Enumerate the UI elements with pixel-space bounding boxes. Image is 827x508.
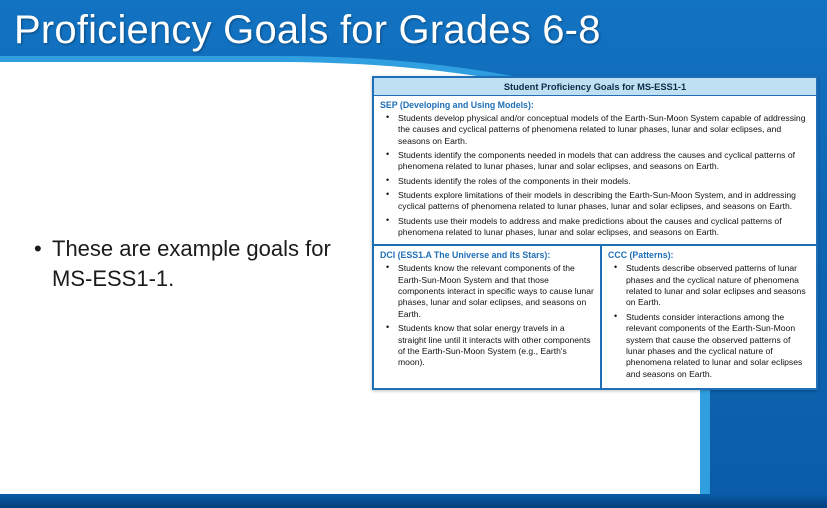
list-item: • Students know the relevant components of the Earth-Sun-Moon System and that those components interact in specific ways to cause lunar phases, lunar and solar eclipses, and seasons on Earth. (396, 263, 594, 320)
ccc-section-label: CCC (Patterns): (608, 250, 674, 261)
list-item: • Students explore limitations of their models in describing the Earth-Sun-Moon System, and in addressing cyclical patterns of phenomena related to lunar phases, lunar and solar eclipses, and seasons on Earth. (396, 190, 810, 213)
slide-bullet-text: These are example goals for MS-ESS1-1. (52, 236, 331, 291)
list-item (34, 234, 354, 293)
table-title: Student Proficiency Goals for MS-ESS1-1 (374, 78, 816, 96)
list-item: • Students know that solar energy travels in a straight line until it interacts with other components of the Earth-Sun-Moon System (e.g., Earth's moon). (396, 323, 594, 368)
proficiency-goals-table (372, 76, 818, 390)
list-item: • Students identify the roles of the components in their models. (396, 176, 810, 187)
page-title: Proficiency Goals for Grades 6-8 (14, 8, 601, 52)
list-item: • Students develop physical and/or conceptual models of the Earth-Sun-Moon System capable of addressing the causes and cyclical patterns of phenomena related to lunar phases, lunar and solar eclipses, and seasons on Earth. (396, 113, 810, 147)
sep-section-label: SEP (Developing and Using Models): (380, 100, 534, 110)
dci-goal-list (380, 263, 594, 368)
list-item: • Students identify the components needed in models that can address the causes and cyclical patterns of phenomena related to lunar phases, lunar and solar eclipses, and seasons on Earth. (396, 150, 810, 173)
dci-ccc-row (374, 246, 816, 387)
sep-goal-list (380, 113, 810, 238)
slide-bottom-band (0, 494, 827, 508)
bullet-dot-icon: • (34, 236, 42, 261)
dci-section (374, 246, 602, 387)
ccc-section (602, 246, 816, 387)
sep-section (374, 96, 816, 246)
slide-bullet-list (34, 234, 354, 293)
list-item: • Students consider interactions among the relevant components of the Earth-Sun-Moon system that cause the observed patterns of lunar phases and the cyclical nature of phenomena related to lunar and solar eclipses and seasons on Earth. (624, 312, 810, 380)
list-item: • Students use their models to address and make predictions about the causes and cyclical patterns of phenomena related to lunar phases, lunar and solar eclipses, and seasons on Earth. (396, 216, 810, 239)
ccc-goal-list (608, 263, 810, 379)
dci-section-label: DCI (ESS1.A The Universe and Its Stars): (380, 250, 551, 261)
list-item: • Students describe observed patterns of lunar phases and the cyclical nature of phenomena related to lunar and solar eclipses and seasons on Earth. (624, 263, 810, 308)
